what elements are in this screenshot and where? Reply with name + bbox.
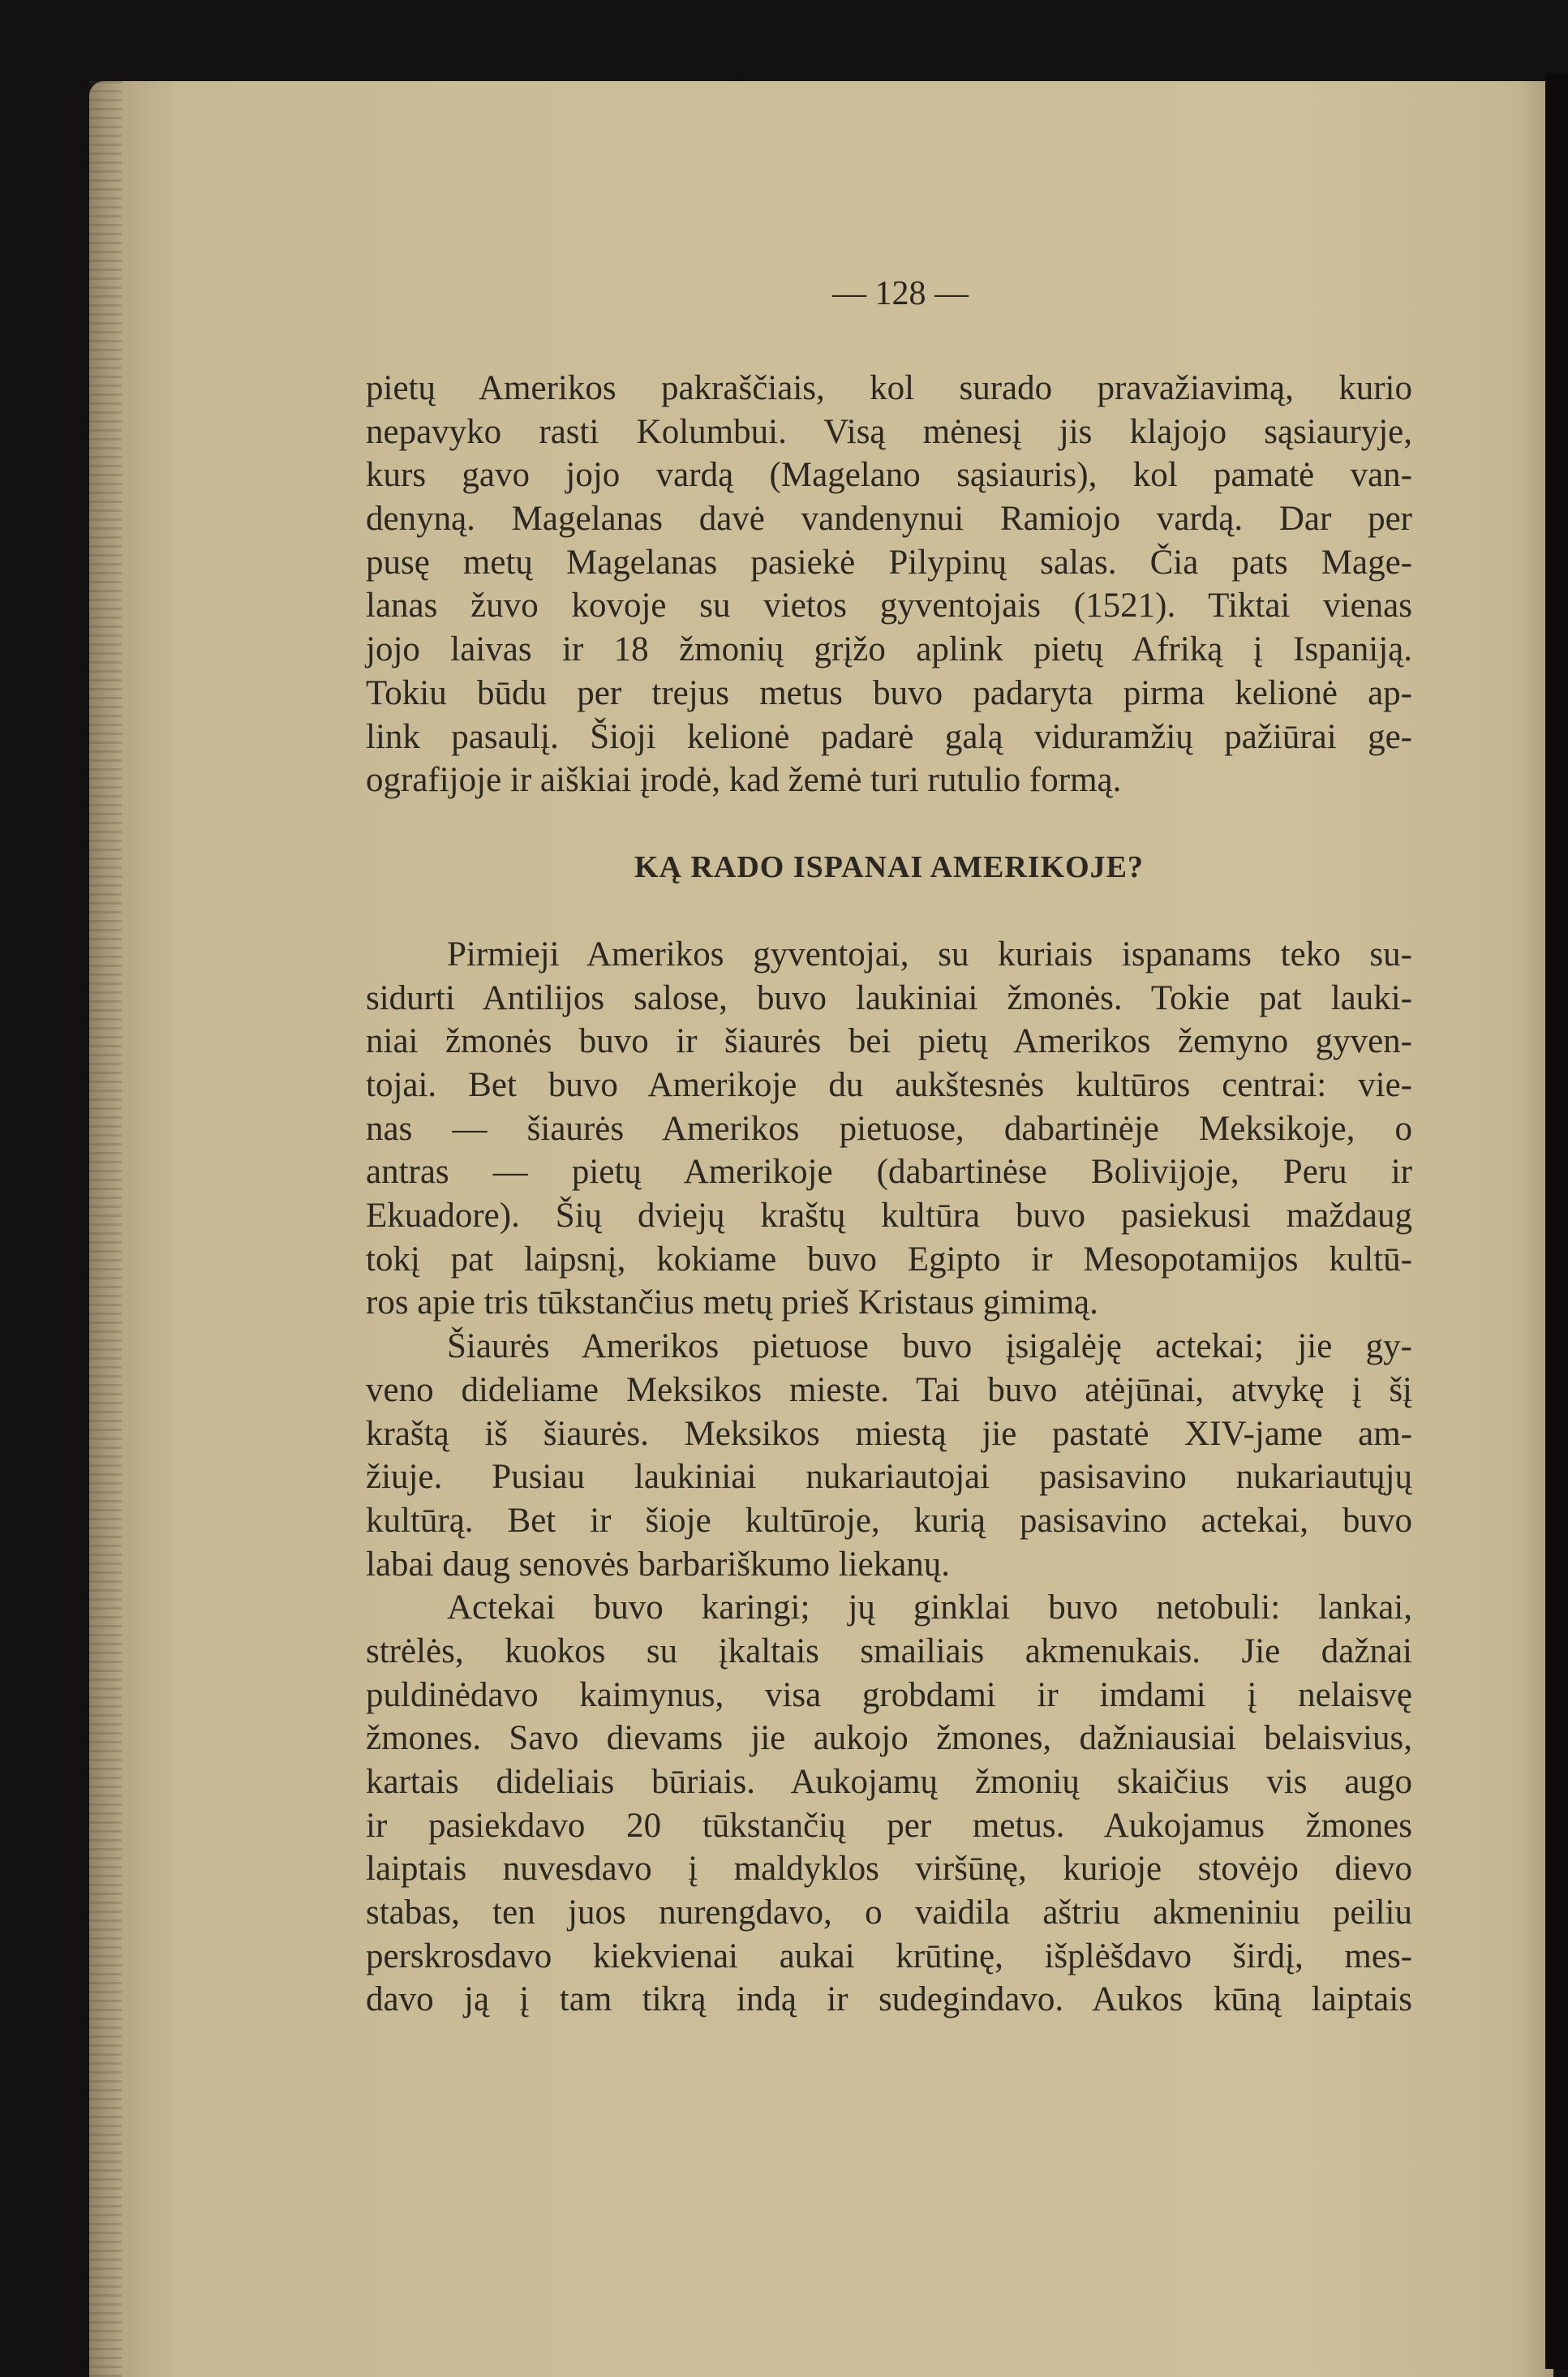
paragraph-line: strėlės, kuokos su įkaltais smailiais akmenukais. Jie dažnai bbox=[366, 1631, 1412, 1670]
paragraph-line: perskrosdavo kiekvienai aukai krūtinę, išplėšdavo širdį, mes- bbox=[366, 1936, 1412, 1975]
paragraph-line: niai žmonės buvo ir šiaurės bei pietų Amerikos žemyno gyven- bbox=[366, 1022, 1412, 1061]
paragraph-line: davo ją į tam tikrą indą ir sudegindavo. Aukos kūną laiptais bbox=[366, 1980, 1412, 2019]
paragraph-line: nas — šiaurės Amerikos pietuose, dabartinėje Meksikoje, o bbox=[366, 1109, 1412, 1148]
paragraph-line: kurs gavo jojo vardą (Magelano sąsiauris), kol pamatė van- bbox=[366, 456, 1412, 495]
page-body bbox=[366, 367, 1412, 2022]
paragraph-line: laiptais nuvesdavo į maldyklos viršūnę, kurioje stovėjo dievo bbox=[366, 1850, 1412, 1889]
paragraph-line: Šiaurės Amerikos pietuose buvo įsigalėję actekai; jie gy- bbox=[447, 1327, 1412, 1366]
paragraph-line: veno dideliame Meksikos mieste. Tai buvo atėjūnai, atvykę į šį bbox=[366, 1370, 1412, 1409]
paragraph-line: Ekuadore). Šių dviejų kraštų kultūra buvo pasiekusi maždaug bbox=[366, 1197, 1412, 1236]
paragraph-line: nepavyko rasti Kolumbui. Visą mėnesį jis klajojo sąsiauryje, bbox=[366, 412, 1412, 451]
scan-edge bbox=[1545, 73, 1568, 2369]
page-header bbox=[698, 0, 1103, 341]
paragraph-line: Pirmieji Amerikos gyventojai, su kuriais ispanams teko su- bbox=[447, 935, 1412, 974]
paragraph-line: ografijoje ir aiškiai įrodė, kad žemė turi rutulio formą. bbox=[366, 761, 1122, 800]
paragraph-line: Tokiu būdu per trejus metus buvo padaryta pirma kelionė ap- bbox=[366, 673, 1412, 712]
section-heading: KĄ RADO ISPANAI AMERIKOJE? bbox=[634, 849, 1145, 884]
paragraph-line: pusę metų Magelanas pasiekė Pilypinų salas. Čia pats Mage- bbox=[366, 543, 1412, 582]
paragraph-line: žmones. Savo dievams jie aukojo žmones, dažniausiai belaisvius, bbox=[366, 1719, 1412, 1758]
paragraph-line: tojai. Bet buvo Amerikoje du aukštesnės kultūros centrai: vie- bbox=[366, 1066, 1412, 1104]
paragraph-line: kultūrą. Bet ir šioje kultūroje, kurią pasisavino actekai, buvo bbox=[366, 1501, 1412, 1540]
paragraph-line: kartais dideliais būriais. Aukojamų žmonių skaičius vis augo bbox=[366, 1763, 1412, 1801]
paragraph-line: kraštą iš šiaurės. Meksikos miestą jie pastatė XIV-jame am- bbox=[366, 1414, 1412, 1453]
paragraph-line: sidurti Antilijos salose, buvo laukiniai žmonės. Tokie pat lauki- bbox=[366, 978, 1412, 1017]
page-number: — 128 — bbox=[832, 275, 969, 312]
paragraph-line: jojo laivas ir 18 žmonių grįžo aplink pietų Afriką į Ispaniją. bbox=[366, 630, 1412, 669]
paragraph-line: Actekai buvo karingi; jų ginklai buvo netobuli: lankai, bbox=[447, 1588, 1412, 1627]
paragraph-line: tokį pat laipsnį, kokiame buvo Egipto ir Mesopotamijos kultū- bbox=[366, 1240, 1412, 1279]
paragraph-line: link pasaulį. Šioji kelionė padarė galą viduramžių pažiūrai ge- bbox=[366, 717, 1412, 756]
spacer bbox=[366, 802, 1412, 846]
spacer bbox=[366, 889, 1412, 933]
paragraph-line: ros apie tris tūkstančius metų prieš Kristaus gimimą. bbox=[366, 1283, 1098, 1322]
paragraph-line: puldinėdavo kaimynus, visa grobdami ir imdami į nelaisvę bbox=[366, 1675, 1412, 1714]
paragraph-line: antras — pietų Amerikoje (dabartinėse Bolivijoje, Peru ir bbox=[366, 1153, 1412, 1192]
paragraph-line: ir pasiekdavo 20 tūkstančių per metus. Aukojamus žmones bbox=[366, 1806, 1412, 1845]
paragraph-line: labai daug senovės barbariškumo liekanų. bbox=[366, 1545, 951, 1584]
paragraph-line: žiuje. Pusiau laukiniai nukariautojai pasisavino nukariautųjų bbox=[366, 1458, 1412, 1497]
page-gutter bbox=[89, 81, 122, 2377]
paragraph-line: lanas žuvo kovoje su vietos gyventojais (1521). Tiktai vienas bbox=[366, 587, 1412, 625]
paragraph-line: denyną. Magelanas davė vandenynui Ramiojo vardą. Dar per bbox=[366, 500, 1412, 539]
paragraph-line: stabas, ten juos nurengdavo, o vaidila aštriu akmeniniu peiliu bbox=[366, 1893, 1412, 1932]
paragraph-line: pietų Amerikos pakraščiais, kol surado pravažiavimą, kurio bbox=[366, 369, 1412, 407]
